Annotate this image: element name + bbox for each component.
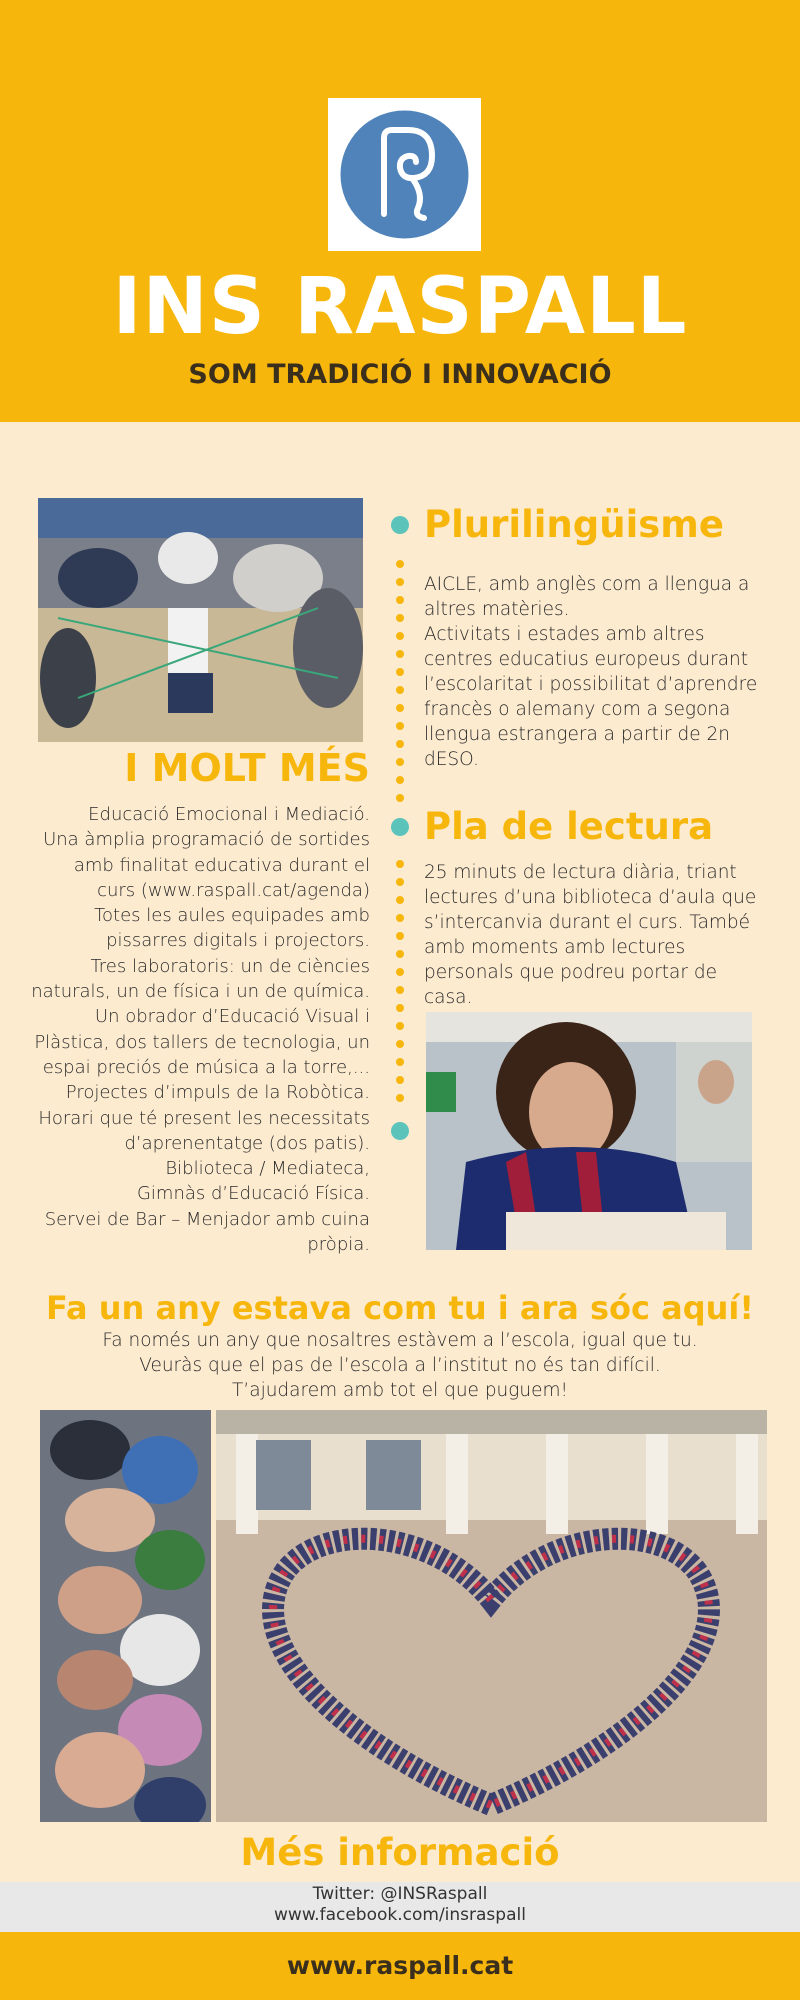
footer-banner: [0, 1932, 800, 2000]
logo-icon: [328, 98, 481, 251]
plurilinguisme-heading: Plurilingüisme: [424, 503, 724, 546]
timeline-dot: [396, 950, 404, 958]
timeline-dot: [396, 860, 404, 868]
molt-mes-text: [28, 802, 370, 1257]
timeline-dot: [396, 896, 404, 904]
school-logo: [328, 98, 481, 251]
timeline-dot: [396, 1058, 404, 1066]
fa-un-any-line: Fa només un any que nosaltres estàvem a l’escola, igual que tu.: [102, 1330, 698, 1351]
timeline-dot: [396, 650, 404, 658]
plurilinguisme-line: altres matèries.: [424, 599, 570, 620]
molt-mes-line: Totes les aules equipades amb: [94, 905, 370, 927]
lectura-line: amb moments amb lectures: [424, 937, 686, 958]
timeline-dot: [396, 1076, 404, 1084]
molt-mes-line: pissarres digitals i projectors.: [106, 930, 370, 952]
molt-mes-line: Biblioteca / Mediateca,: [165, 1158, 370, 1180]
plurilinguisme-line: l’escolaritat i possibilitat d’aprendre: [424, 674, 758, 695]
molt-mes-line: Horari que té present les necessitats: [38, 1107, 370, 1129]
molt-mes-line: naturals, un de física i un de química.: [31, 981, 370, 1003]
courtyard-heart-photo: [216, 1410, 767, 1822]
lectura-line: lectures d’una biblioteca d’aula que: [424, 887, 757, 908]
timeline-marker-plurilinguisme: [391, 516, 409, 534]
lectura-line: 25 minuts de lectura diària, triant: [424, 862, 737, 883]
molt-mes-line: Un obrador d’Educació Visual i: [94, 1006, 370, 1028]
timeline-marker-end: [391, 1122, 409, 1140]
molt-mes-line: Gimnàs d’Educació Física.: [136, 1183, 370, 1205]
fa-un-any-line: T’ajudarem amb tot el que puguem!: [232, 1380, 568, 1401]
timeline-dot: [396, 578, 404, 586]
timeline-dot: [396, 1022, 404, 1030]
timeline-dot: [396, 614, 404, 622]
molt-mes-line: espai preciós de música a la torre,...: [42, 1056, 370, 1078]
timeline-dot: [396, 596, 404, 604]
timeline-dot: [396, 986, 404, 994]
molt-mes-line: Plàstica, dos tallers de tecnologia, un: [34, 1031, 370, 1053]
plurilinguisme-line: francès o alemany com a segona: [424, 699, 731, 720]
twitter-link[interactable]: Twitter: @INSRaspall: [312, 1884, 488, 1904]
timeline-dot: [396, 632, 404, 640]
plurilinguisme-line: llengua estrangera a partir de 2n: [424, 724, 730, 745]
timeline-dot: [396, 1040, 404, 1048]
plurilinguisme-line: AICLE, amb anglès com a llengua a: [424, 574, 750, 595]
timeline-dot: [396, 968, 404, 976]
molt-mes-line: curs (www.raspall.cat/agenda): [97, 879, 370, 901]
timeline-dot: [396, 1004, 404, 1012]
mes-informacio-heading: Més informació: [240, 1831, 560, 1874]
fa-un-any-heading: Fa un any estava com tu i ara sóc aquí!: [46, 1289, 754, 1327]
facebook-link[interactable]: www.facebook.com/insraspall: [274, 1905, 526, 1925]
fa-un-any-text: [0, 1328, 800, 1403]
plurilinguisme-text: [424, 572, 764, 772]
timeline-dot: [396, 932, 404, 940]
plurilinguisme-line: Activitats i estades amb altres: [424, 624, 705, 645]
page-title: INS RASPALL: [112, 262, 688, 352]
lectura-line: s’intercanvia durant el curs. També: [424, 912, 751, 933]
timeline-dot: [396, 1094, 404, 1102]
timeline-dot: [396, 560, 404, 568]
lectura-heading: Pla de lectura: [424, 805, 714, 848]
molt-mes-line: Una àmplia programació de sortides: [43, 829, 370, 851]
molt-mes-line: Projectes d’impuls de la Robòtica.: [65, 1082, 370, 1104]
student-reading-photo: [426, 1012, 752, 1250]
molt-mes-heading: I MOLT MÉS: [124, 746, 370, 790]
timeline-dot: [396, 722, 404, 730]
students-group-photo: [40, 1410, 211, 1822]
plurilinguisme-line: centres educatius europeus durant: [424, 649, 749, 670]
molt-mes-line: Servei de Bar – Menjador amb cuina: [44, 1208, 370, 1230]
lectura-line: personals que podreu portar de: [424, 962, 718, 983]
timeline-dot: [396, 704, 404, 712]
molt-mes-line: Tres laboratoris: un de ciències: [90, 955, 370, 977]
timeline-dot: [396, 740, 404, 748]
page-subtitle: SOM TRADICIÓ I INNOVACIÓ: [188, 359, 612, 390]
social-links: [0, 1882, 800, 1932]
timeline-dot: [396, 686, 404, 694]
molt-mes-line: amb finalitat educativa durant el: [73, 854, 370, 876]
timeline-dot: [396, 878, 404, 886]
timeline-dot: [396, 776, 404, 784]
classroom-activity-photo: [38, 498, 363, 742]
lectura-line: casa.: [424, 987, 473, 1008]
timeline-dot: [396, 794, 404, 802]
timeline-dot: [396, 758, 404, 766]
molt-mes-line: d’aprenentatge (dos patis).: [124, 1132, 370, 1154]
timeline-dot: [396, 914, 404, 922]
fa-un-any-line: Veuràs que el pas de l’escola a l’institut no és tan difícil.: [139, 1355, 661, 1376]
molt-mes-line: pròpia.: [307, 1234, 370, 1256]
timeline-marker-lectura: [391, 818, 409, 836]
plurilinguisme-line: dESO.: [424, 749, 479, 770]
timeline-dot: [396, 668, 404, 676]
lectura-text: [424, 860, 764, 1010]
website-link[interactable]: www.raspall.cat: [286, 1951, 514, 1980]
molt-mes-line: Educació Emocional i Mediació.: [88, 804, 370, 825]
